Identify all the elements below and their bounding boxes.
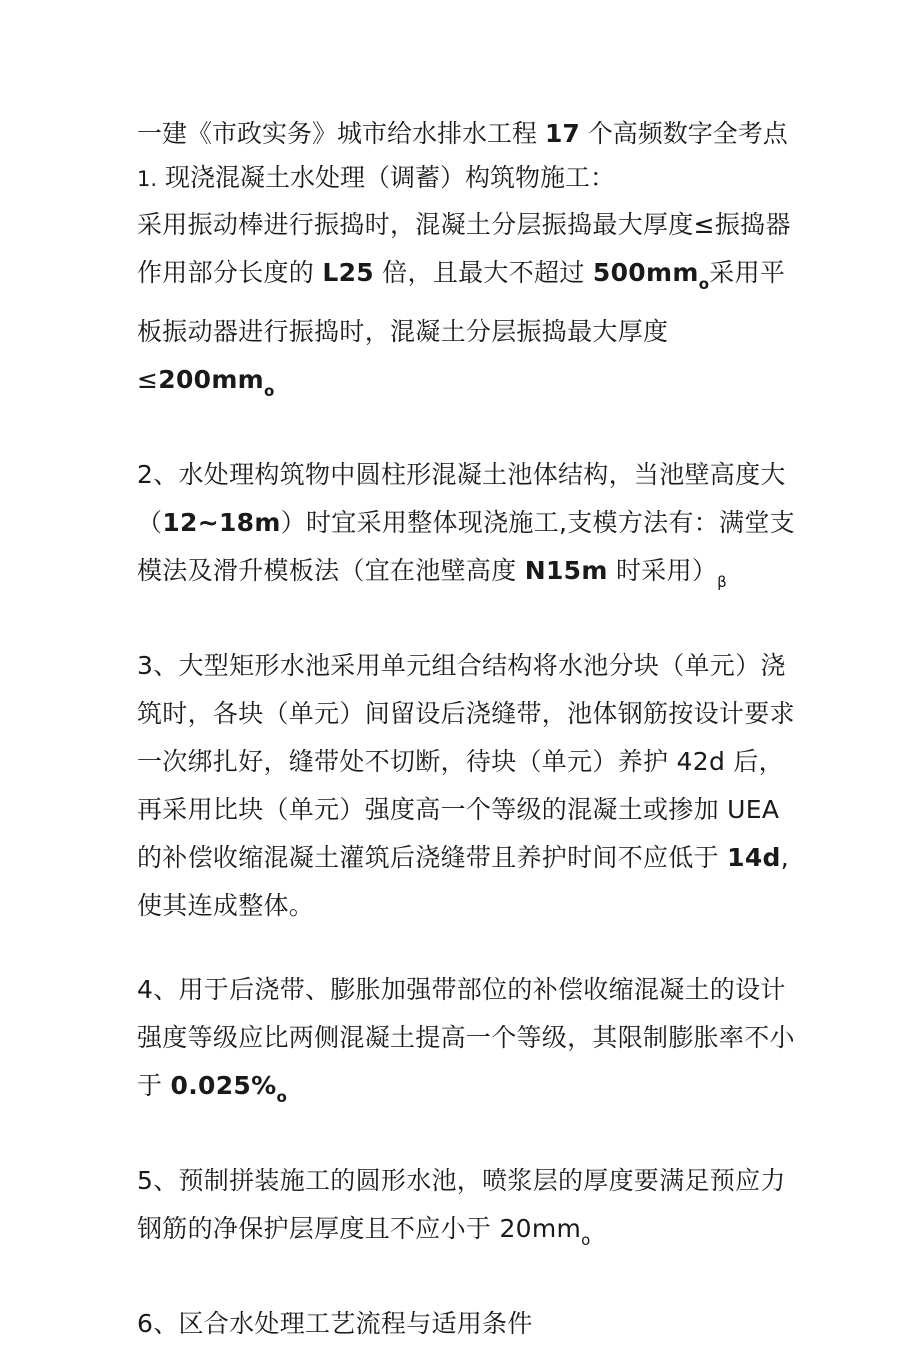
paragraph-6 (137, 1300, 797, 1348)
p2-text-a: 2、水处理构筑物中圆柱形混凝土池体结构，当池壁高度大（ (137, 460, 786, 537)
p2-text-e: 时采用） (607, 556, 718, 585)
p3-value-14d: 14d (727, 843, 781, 872)
p1-period-mark: o (698, 275, 710, 293)
title-text: 一建《市政实务》城市给水排水工程 (137, 119, 545, 148)
document-title (137, 112, 797, 156)
p2-end-mark: β (717, 573, 728, 591)
document-page (137, 112, 797, 1348)
section-heading-text: 现浇混凝土水处理（调蓄）构筑物施工： (157, 163, 615, 192)
paragraph-2 (137, 451, 797, 606)
p5-period-mark: o (581, 1231, 591, 1249)
paragraph-1 (137, 201, 797, 415)
title-text-end: 个高频数字全考点 (579, 119, 788, 148)
p2-value-n15m: N15m (524, 556, 608, 585)
p1-period-mark-end: o (264, 382, 275, 400)
p1-text-c: 倍，且最大不超过 (373, 258, 593, 287)
paragraph-3 (137, 642, 797, 930)
p5-text-a: 5、预制拼装施工的圆形水池，喷浆层的厚度要满足预应力钢筋的净保护层厚度且不应小于 20mm (137, 1166, 786, 1243)
p1-value-200mm: 200mm (158, 365, 265, 394)
p1-text-a: 采用振动棒进行振捣时，混凝土分层振捣最大厚度≤振捣器作用部分长度的 (137, 210, 791, 287)
p2-text-c: ）时宜采用整体现浇施工,支模方法有：满堂支模法及滑升模板法（宜在池壁高度 (137, 508, 795, 585)
p1-text-f: 采用平板振动器进行振捣时，混凝土分层振捣最大厚度≤ (137, 258, 786, 394)
paragraph-5 (137, 1157, 797, 1264)
p3-text-a: 3、大型矩形水池采用单元组合结构将水池分块（单元）浇筑时，各块（单元）间留设后浇缝带，池体钢筋按设计要求一次绑扎好，缝带处不切断，待块（单元）养护 42d 后，再采用比块（单元）强度高一个等级的混凝土或掺加 UEA 的补偿收缩混凝土灌筑后浇缝带且养护时间不应低于 (137, 651, 795, 872)
title-number: 17 (544, 119, 580, 148)
p3-text-c: ,使其连成整体。 (137, 843, 789, 920)
p4-period-mark: o (276, 1088, 288, 1106)
p4-value-expansion-rate: 0.025% (170, 1071, 277, 1100)
p4-text-a: 4、用于后浇带、膨胀加强带部位的补偿收缩混凝土的设计强度等级应比两侧混凝土提高一个等级，其限制膨胀率不小于 (137, 975, 795, 1100)
paragraph-4 (137, 966, 797, 1121)
p6-text-a: 6、区合水处理工艺流程与适用条件 (137, 1309, 533, 1338)
section-number: 1. (137, 167, 158, 191)
p1-value-500mm: 500mm (592, 258, 699, 287)
p1-value-l25: L25 (322, 258, 374, 287)
section-heading-1 (137, 156, 797, 201)
p2-value-height-range: 12~18m (162, 508, 281, 537)
